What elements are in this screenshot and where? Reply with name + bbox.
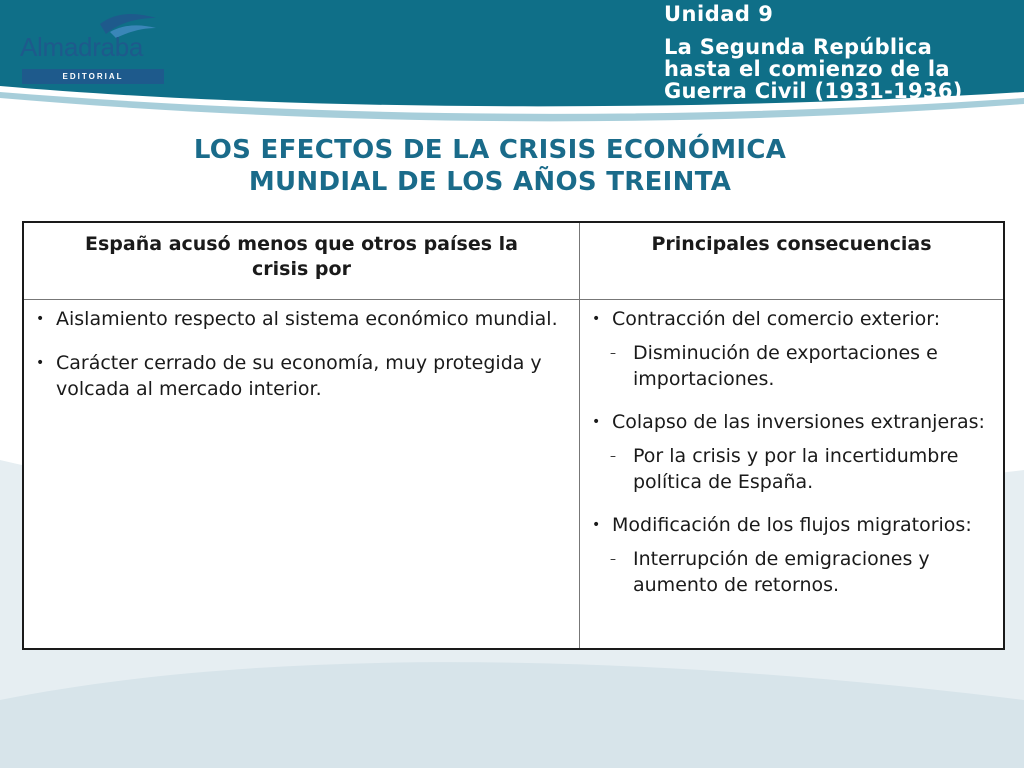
table-header-row: [23, 222, 1004, 300]
sub-item: [610, 340, 993, 392]
causes-cell: [23, 300, 580, 650]
sub-item: [610, 546, 993, 598]
cause-text: Aislamiento respecto al sistema económico mundial.: [56, 308, 558, 330]
bullet-icon: •: [592, 311, 601, 327]
list-item: [592, 306, 993, 332]
list-item: [36, 350, 569, 402]
sub-text: Por la crisis y por la incertidumbre política de España.: [633, 445, 959, 493]
consequence-text: Modificación de los flujos migratorios:: [612, 514, 972, 536]
logo-text: Almadraba: [20, 32, 144, 62]
bullet-icon: •: [36, 311, 45, 327]
effects-table: [22, 221, 1005, 650]
unit-title: [664, 36, 963, 102]
unit-title-line: Guerra Civil (1931-1936): [664, 79, 963, 103]
consequence-text: Colapso de las inversiones extranjeras:: [612, 411, 985, 433]
dash-icon: –: [610, 552, 616, 566]
unit-label: Unidad 9: [664, 2, 774, 26]
consequence-text: Contracción del comercio exterior:: [612, 308, 941, 330]
bullet-icon: •: [592, 414, 601, 430]
sub-text: Interrupción de emigraciones y aumento de retornos.: [633, 548, 930, 596]
page-title-line: LOS EFECTOS DE LA CRISIS ECONÓMICA: [193, 135, 787, 165]
sub-text: Disminución de exportaciones e importaciones.: [633, 342, 938, 390]
unit-info: [664, 2, 963, 102]
page-title: [140, 134, 840, 198]
consequences-cell: [580, 300, 1005, 650]
logo-subtext: EDITORIAL: [22, 69, 164, 84]
header-causes: España acusó menos que otros países la crisis por: [23, 222, 580, 300]
header-consequences: Principales consecuencias: [580, 222, 1005, 300]
dash-icon: –: [610, 449, 616, 463]
bullet-icon: •: [592, 517, 601, 533]
list-item: [36, 306, 569, 332]
list-item: [592, 512, 993, 538]
unit-title-line: La Segunda República: [664, 35, 933, 59]
dash-icon: –: [610, 346, 616, 360]
publisher-logo: [20, 8, 170, 80]
header-banner: [0, 0, 1024, 112]
unit-title-line: hasta el comienzo de la: [664, 57, 950, 81]
page-title-line: MUNDIAL DE LOS AÑOS TREINTA: [248, 167, 732, 197]
sub-item: [610, 443, 993, 495]
cause-text: Carácter cerrado de su economía, muy protegida y volcada al mercado interior.: [56, 352, 542, 400]
bullet-icon: •: [36, 355, 45, 371]
list-item: [592, 409, 993, 435]
table-row: [23, 300, 1004, 650]
